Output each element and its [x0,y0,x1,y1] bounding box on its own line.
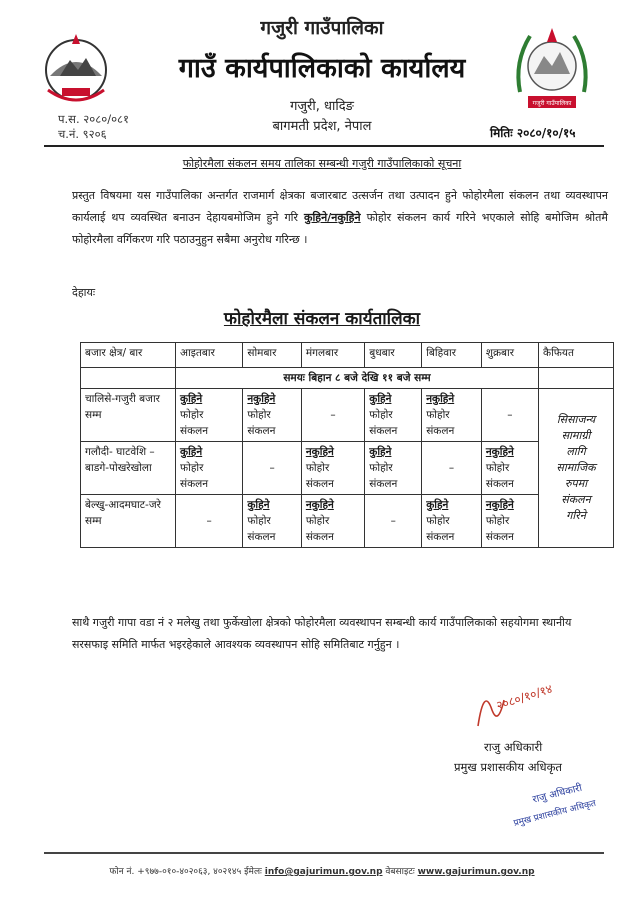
schedule-cell [243,389,301,442]
schedule-cell [301,389,364,442]
notice-subject: फोहोरमैला संकलन समय तालिका सम्बन्धी गजुरी गाउँपालिकाको सूचना [182,157,462,170]
waste-type: कुहिने [426,499,449,511]
table-row [81,389,614,442]
waste-type: कुहिने [180,393,203,405]
chalani-number: च.नं. ९२०६ [58,127,107,141]
para1-part1: प्रस्तुत विषयमा यस गाउँपालिका अन्तर्गत राजमार्ग क्षेत्रका बजारबाट उत्सर्जन तथा उत्पादन हुने फोहोरमैला संकलन तथा व्यवस्थापन कार्यलाई थप व्यवस्थित बनाउन देहायबमोजिम हुने गरि [72,189,608,224]
schedule-cell [243,442,301,495]
cell-line: फोहोर [426,409,450,421]
footer-website[interactable]: www.gajurimun.gov.np [417,867,535,877]
signatory-name: राजु अधिकारी [484,740,543,754]
cell-line: फोहोर [369,462,393,474]
col-thursday: बिहिवार [422,343,482,368]
col-monday: सोमबार [243,343,301,368]
waste-type: कुहिने [247,499,270,511]
handwritten-signature [470,680,580,730]
para1-part2: फोहोर संकलन कार्य गरिने भएकाले सोहि बमोजिम श्रोतमै फोहोरमैला वर्गिकरण गरि पठाउनुहुन सबैमा अनुरोध गरिन्छ । [72,211,608,246]
cell-line: – [269,462,275,474]
cell-line: – [448,462,455,474]
cell-line: संकलन [305,531,334,543]
remarks-line: सामाग्री [561,429,591,442]
cell-line: – [330,409,336,421]
col-sunday: आइतबार [176,343,243,368]
schedule-cell [301,442,364,495]
waste-type: नकुहिने [305,446,334,458]
office-location: गजुरी, धादिङ [290,99,354,114]
schedule-cell [481,495,538,548]
schedule-cell [301,495,364,548]
cell-line: फोहोर [180,462,204,474]
cell-line: संकलन [426,531,455,543]
cell-line: संकलन [369,425,398,437]
schedule-cell [422,442,482,495]
footer-phone: फोन नं. +९७७-०१०-४०२०६३, ४०२१४५ [109,867,242,877]
remarks-line: संकलन [561,493,591,506]
fiscal-year: प.स. २०८०/०८१ [58,112,130,126]
schedule-cell [365,389,422,442]
signatory-post: प्रमुख प्रशासकीय अधिकृत [454,760,562,774]
remarks-line: सामाजिक [556,461,596,474]
remarks-line: लागि [566,445,586,458]
area-cell: चालिसे-गजुरी बजार सम्म [81,389,176,442]
cell-line: – [206,515,212,527]
logo-ribbon-text: गजुरी गाउँपालिका [532,100,572,107]
cell-line: – [507,409,513,421]
time-row-blank-2 [539,368,614,389]
para1-underlined: कुहिने/नकुहिने [304,211,361,224]
area-cell: बेल्खु-आदमघाट-जरे सम्म [81,495,176,548]
cell-line: संकलन [485,478,514,490]
waste-type: नकुहिने [485,499,514,511]
remarks-line: रुपमा [564,477,588,490]
cell-line: फोहोर [247,515,271,527]
remarks-line: सिसाजन्य [556,413,596,426]
stamp-name: राजु अधिकारी [531,782,584,806]
cell-line: संकलन [180,425,209,437]
cell-line: फोहोर [247,409,271,421]
header-divider [44,145,604,147]
waste-type: नकुहिने [485,446,514,458]
schedule-title: फोहोरमैला संकलन कार्यतालिका [223,309,421,329]
waste-type: कुहिने [180,446,203,458]
cell-line: संकलन [485,531,514,543]
cell-line: फोहोर [369,409,393,421]
body-paragraph-1 [72,185,608,251]
schedule-cell [422,389,482,442]
cell-line: फोहोर [426,515,450,527]
cell-line: संकलन [180,478,209,490]
cell-line: – [390,515,396,527]
waste-type: कुहिने [369,393,392,405]
area-cell: गलौदी- घाटवेशि –बाडगे-पोखरेखोला [81,442,176,495]
cell-line: फोहोर [305,515,330,527]
waste-type: नकुहिने [426,393,455,405]
cell-line: संकलन [247,531,276,543]
table-header-row [81,343,614,368]
schedule-cell [365,442,422,495]
time-row-blank [81,368,176,389]
col-friday: शुक्रबार [481,343,538,368]
time-row [81,368,614,389]
col-tuesday: मंगलबार [301,343,364,368]
handwritten-date: २०८०/१०/१४ [494,681,555,713]
table-row [81,495,614,548]
col-area: बजार क्षेत्र/ बार [81,343,176,368]
schedule-cell [176,389,243,442]
cell-line: फोहोर [180,409,204,421]
cell-line: संकलन [369,478,398,490]
waste-type: कुहिने [369,446,392,458]
schedule-cell [481,442,538,495]
footer-email-label: ईमेलः [244,867,262,877]
office-title: गाउँ कार्यपालिकाको कार्यालय [178,53,466,84]
cell-line: फोहोर [485,515,510,527]
col-remarks: कैफियत [539,343,614,368]
schedule-cell [365,495,422,548]
remarks-cell [539,389,614,548]
official-stamp [506,772,616,832]
cell-line: फोहोर [305,462,330,474]
schedule-cell [481,389,538,442]
collection-time: समयः बिहान ८ बजे देखि ११ बजे सम्म [176,368,539,389]
schedule-cell [176,442,243,495]
cell-line: फोहोर [485,462,510,474]
footer-email[interactable]: info@gajurimun.gov.np [264,867,383,877]
municipality-name: गजुरी गाउँपालिका [260,17,384,39]
office-province: बागमती प्रदेश, नेपाल [272,119,372,134]
col-wednesday: बुधबार [365,343,422,368]
footer-divider [44,852,604,854]
schedule-cell [422,495,482,548]
cell-line: संकलन [247,425,276,437]
letter-date: मितिः २०८०/१०/१५ [490,126,576,140]
stamp-post: प्रमुख प्रशासकीय अधिकृत [512,798,598,829]
footer-website-label: वेबसाइटः [385,867,415,877]
table-row [81,442,614,495]
cell-line: संकलन [305,478,334,490]
cell-line: संकलन [426,425,455,437]
body-paragraph-2: साथै गजुरी गापा वडा नं २ मलेखु तथा फुर्केखोला क्षेत्रको फोहोरमैला व्यवस्थापन सम्बन्धी कार्य गाउँपालिकाको सहयोगमा स्थानीय सरसफाइ समिति मार्फत भइरहेकाले आवश्यक व्यवस्थापन सोहि समितिबाट गर्नुहुन । [72,616,572,651]
schedule-cell [176,495,243,548]
remarks-line: गरिने [566,509,586,522]
schedule-cell [243,495,301,548]
dehay-label: देहायः [72,286,96,299]
waste-type: नकुहिने [247,393,276,405]
footer-contact [0,864,644,877]
waste-type: नकुहिने [305,499,334,511]
collection-schedule-table [80,342,614,548]
